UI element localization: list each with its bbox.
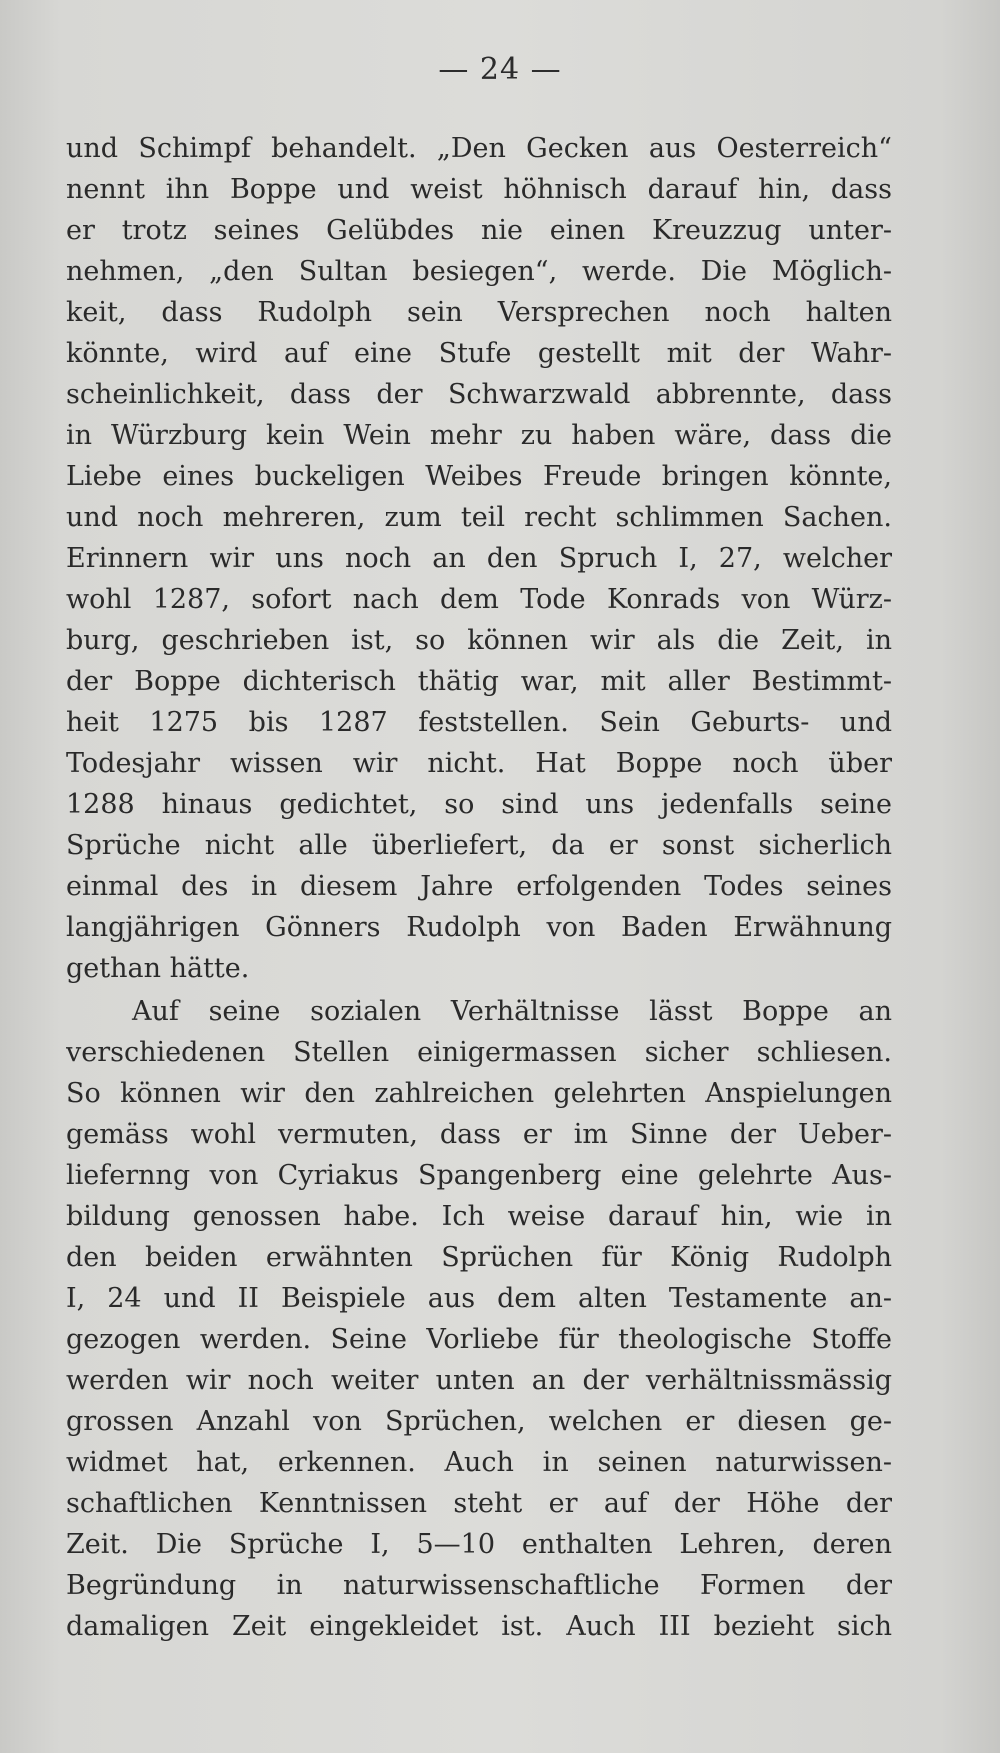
text-line: gezogen werden. Seine Vorliebe für theologische Stoffe	[66, 1324, 892, 1355]
page-number: — 24 —	[438, 52, 562, 87]
text-line: Liebe eines buckeligen Weibes Freude bringen könnte,	[66, 461, 892, 492]
text-line: 1288 hinaus gedichtet, so sind uns jedenfalls seine	[66, 789, 892, 820]
text-line: heit 1275 bis 1287 feststellen. Sein Geburts- und	[66, 707, 892, 738]
text-line: burg, geschrieben ist, so können wir als die Zeit, in	[66, 625, 892, 656]
text-line: Sprüche nicht alle überliefert, da er sonst sicherlich	[66, 830, 892, 861]
text-line: wohl 1287, sofort nach dem Tode Konrads von Würz-	[66, 584, 892, 615]
text-line: einmal des in diesem Jahre erfolgenden Todes seines	[66, 871, 892, 902]
text-line: in Würzburg kein Wein mehr zu haben wäre, dass die	[66, 420, 892, 451]
text-line: keit, dass Rudolph sein Versprechen noch halten	[66, 297, 892, 328]
text-line: und Schimpf behandelt. „Den Gecken aus Oesterreich“	[66, 133, 892, 164]
text-line: damaligen Zeit eingekleidet ist. Auch III bezieht sich	[66, 1611, 892, 1642]
paragraph-1	[66, 128, 892, 989]
text-line: liefernng von Cyriakus Spangenberg eine gelehrte Aus-	[66, 1160, 892, 1191]
text-line: nennt ihn Boppe und weist höhnisch darauf hin, dass	[66, 174, 892, 205]
body-text	[66, 128, 892, 1647]
text-line: schaftlichen Kenntnissen steht er auf der Höhe der	[66, 1488, 892, 1519]
text-line: den beiden erwähnten Sprüchen für König Rudolph	[66, 1242, 892, 1273]
text-line: verschiedenen Stellen einigermassen sicher schliesen.	[66, 1037, 892, 1068]
text-line: langjährigen Gönners Rudolph von Baden Erwähnung	[66, 912, 892, 943]
text-line: werden wir noch weiter unten an der verhältnissmässig	[66, 1365, 892, 1396]
text-line: und noch mehreren, zum teil recht schlimmen Sachen.	[66, 502, 892, 533]
text-line: bildung genossen habe. Ich weise darauf hin, wie in	[66, 1201, 892, 1232]
text-line: widmet hat, erkennen. Auch in seinen naturwissen-	[66, 1447, 892, 1478]
text-line: nehmen, „den Sultan besiegen“, werde. Die Möglich-	[66, 256, 892, 287]
text-line: könnte, wird auf eine Stufe gestellt mit der Wahr-	[66, 338, 892, 369]
text-line: Zeit. Die Sprüche I, 5—10 enthalten Lehren, deren	[66, 1529, 892, 1560]
text-line: gemäss wohl vermuten, dass er im Sinne der Ueber-	[66, 1119, 892, 1150]
paragraph-2	[66, 991, 892, 1647]
text-line: Todesjahr wissen wir nicht. Hat Boppe noch über	[66, 748, 892, 779]
text-line: er trotz seines Gelübdes nie einen Kreuzzug unter-	[66, 215, 892, 246]
text-line: der Boppe dichterisch thätig war, mit aller Bestimmt-	[66, 666, 892, 697]
text-line: grossen Anzahl von Sprüchen, welchen er diesen ge-	[66, 1406, 892, 1437]
text-line: Begründung in naturwissenschaftliche Formen der	[66, 1570, 892, 1601]
text-line: Erinnern wir uns noch an den Spruch I, 27, welcher	[66, 543, 892, 574]
text-line: Auf seine sozialen Verhältnisse lässt Boppe an	[132, 996, 892, 1027]
text-line: scheinlichkeit, dass der Schwarzwald abbrennte, dass	[66, 379, 892, 410]
text-line: gethan hätte.	[66, 953, 250, 984]
text-line: So können wir den zahlreichen gelehrten Anspielungen	[66, 1078, 892, 1109]
text-line: I, 24 und II Beispiele aus dem alten Testamente an-	[66, 1283, 892, 1314]
